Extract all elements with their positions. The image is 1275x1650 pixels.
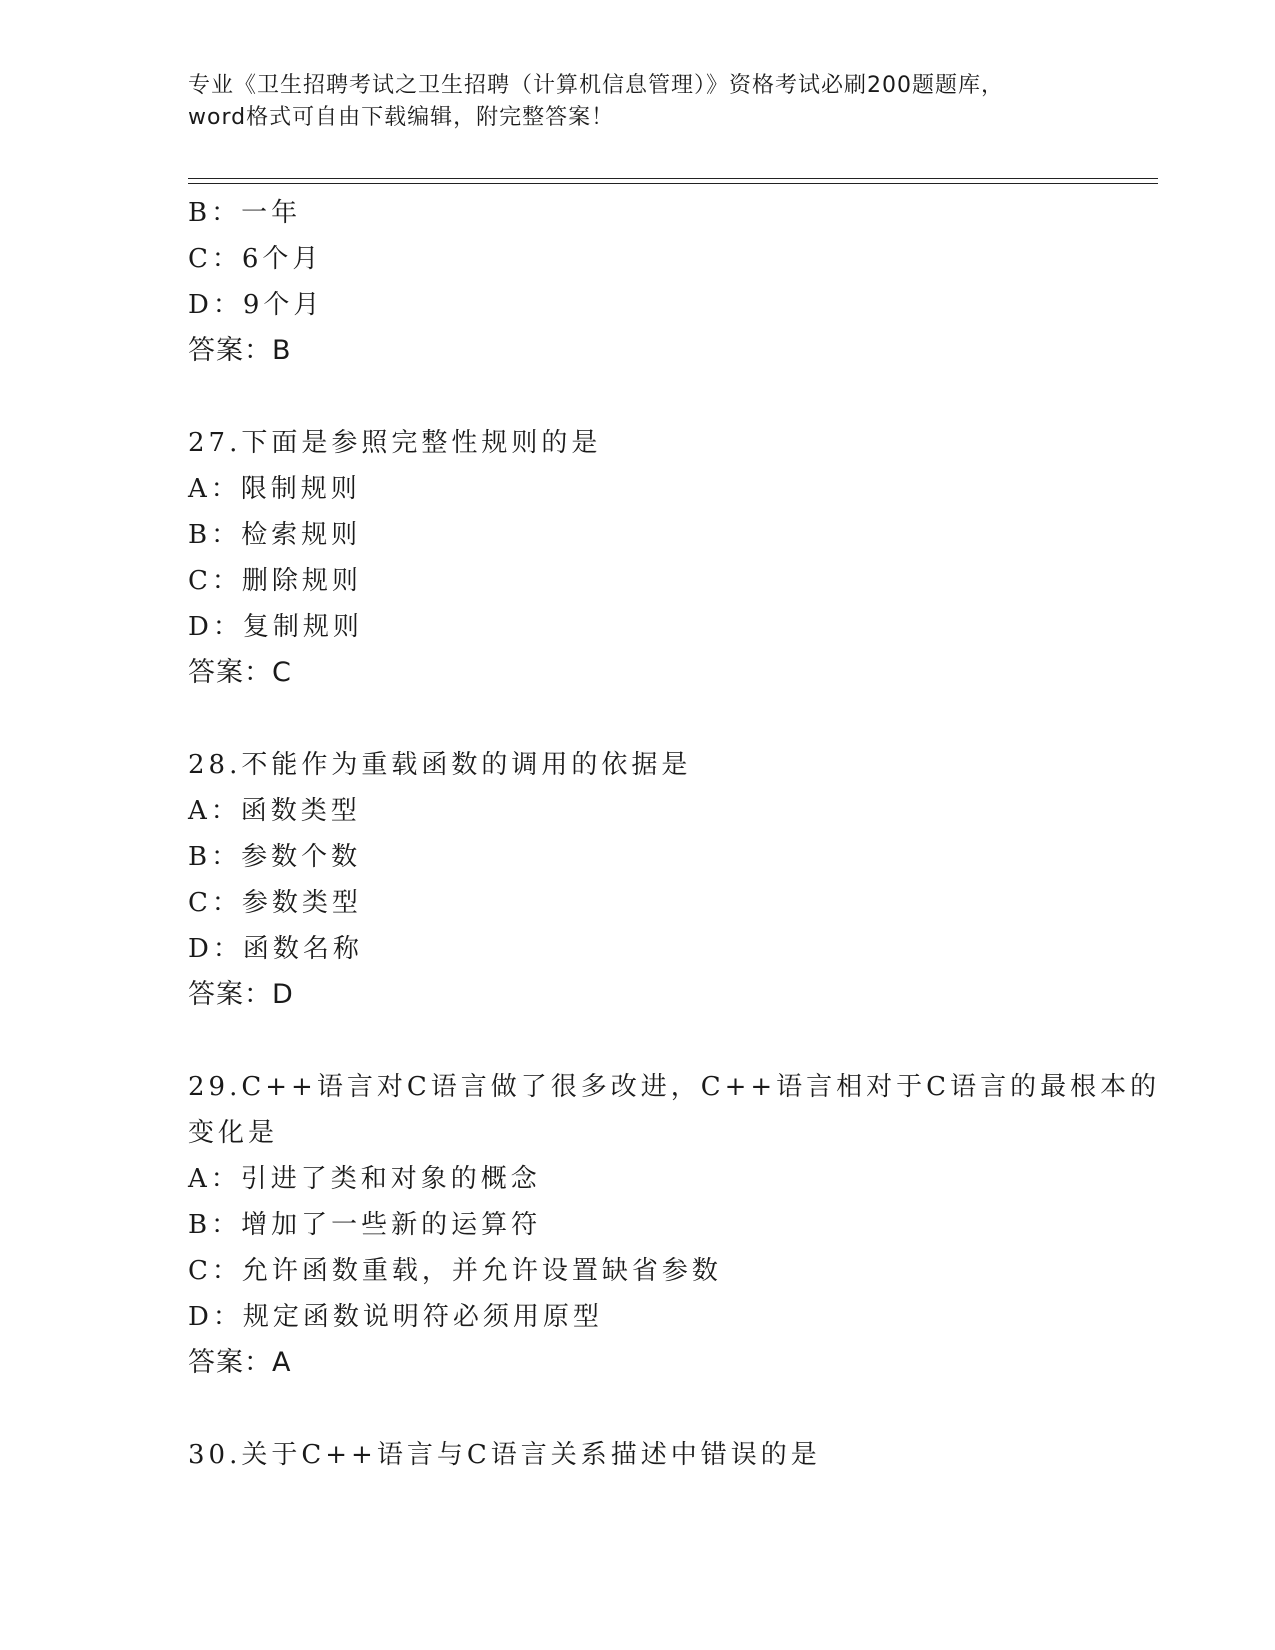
answer: 答案：B xyxy=(188,335,292,366)
header-line-2: word格式可自由下载编辑，附完整答案！ xyxy=(188,105,615,130)
header-divider-bottom xyxy=(188,183,1158,184)
option-c: C：允许函数重载，并允许设置缺省参数 xyxy=(188,1256,722,1286)
spacer xyxy=(188,374,1088,420)
question-list xyxy=(188,190,1161,1478)
header-divider-top xyxy=(188,178,1158,179)
answer: 答案：D xyxy=(188,979,294,1010)
question-30 xyxy=(188,1432,1088,1478)
option-b: B：增加了一些新的运算符 xyxy=(188,1210,542,1240)
document-header xyxy=(188,70,1088,134)
option-c: C：删除规则 xyxy=(188,566,362,596)
spacer xyxy=(188,1386,1088,1432)
header-line-1: 专业《卫生招聘考试之卫生招聘（计算机信息管理）》资格考试必刷200题题库， xyxy=(188,73,1004,98)
option-a: A：引进了类和对象的概念 xyxy=(188,1164,541,1194)
option-d: D：9个月 xyxy=(188,290,324,320)
option-d: D：规定函数说明符必须用原型 xyxy=(188,1302,603,1332)
option-c: C：6个月 xyxy=(188,244,323,274)
question-fragment xyxy=(188,190,1088,374)
question-stem-line-2: 变化是 xyxy=(188,1118,279,1148)
question-stem: 28.不能作为重载函数的调用的依据是 xyxy=(188,750,692,780)
answer: 答案：C xyxy=(188,657,292,688)
option-b: B：一年 xyxy=(188,198,302,228)
option-b: B：参数个数 xyxy=(188,842,362,872)
spacer xyxy=(188,1018,1088,1064)
option-d: D：复制规则 xyxy=(188,612,363,642)
question-stem-line-1: 29.C++语言对C语言做了很多改进，C++语言相对于C语言的最根本的 xyxy=(188,1072,1161,1102)
option-c: C：参数类型 xyxy=(188,888,362,918)
option-d: D：函数名称 xyxy=(188,934,363,964)
option-a: A：限制规则 xyxy=(188,474,361,504)
question-28 xyxy=(188,742,1088,1018)
option-a: A：函数类型 xyxy=(188,796,361,826)
question-27 xyxy=(188,420,1088,696)
question-29 xyxy=(188,1064,1161,1386)
option-b: B：检索规则 xyxy=(188,520,362,550)
spacer xyxy=(188,696,1088,742)
question-stem: 27.下面是参照完整性规则的是 xyxy=(188,428,602,458)
answer: 答案：A xyxy=(188,1347,292,1378)
question-stem: 30.关于C++语言与C语言关系描述中错误的是 xyxy=(188,1440,821,1470)
